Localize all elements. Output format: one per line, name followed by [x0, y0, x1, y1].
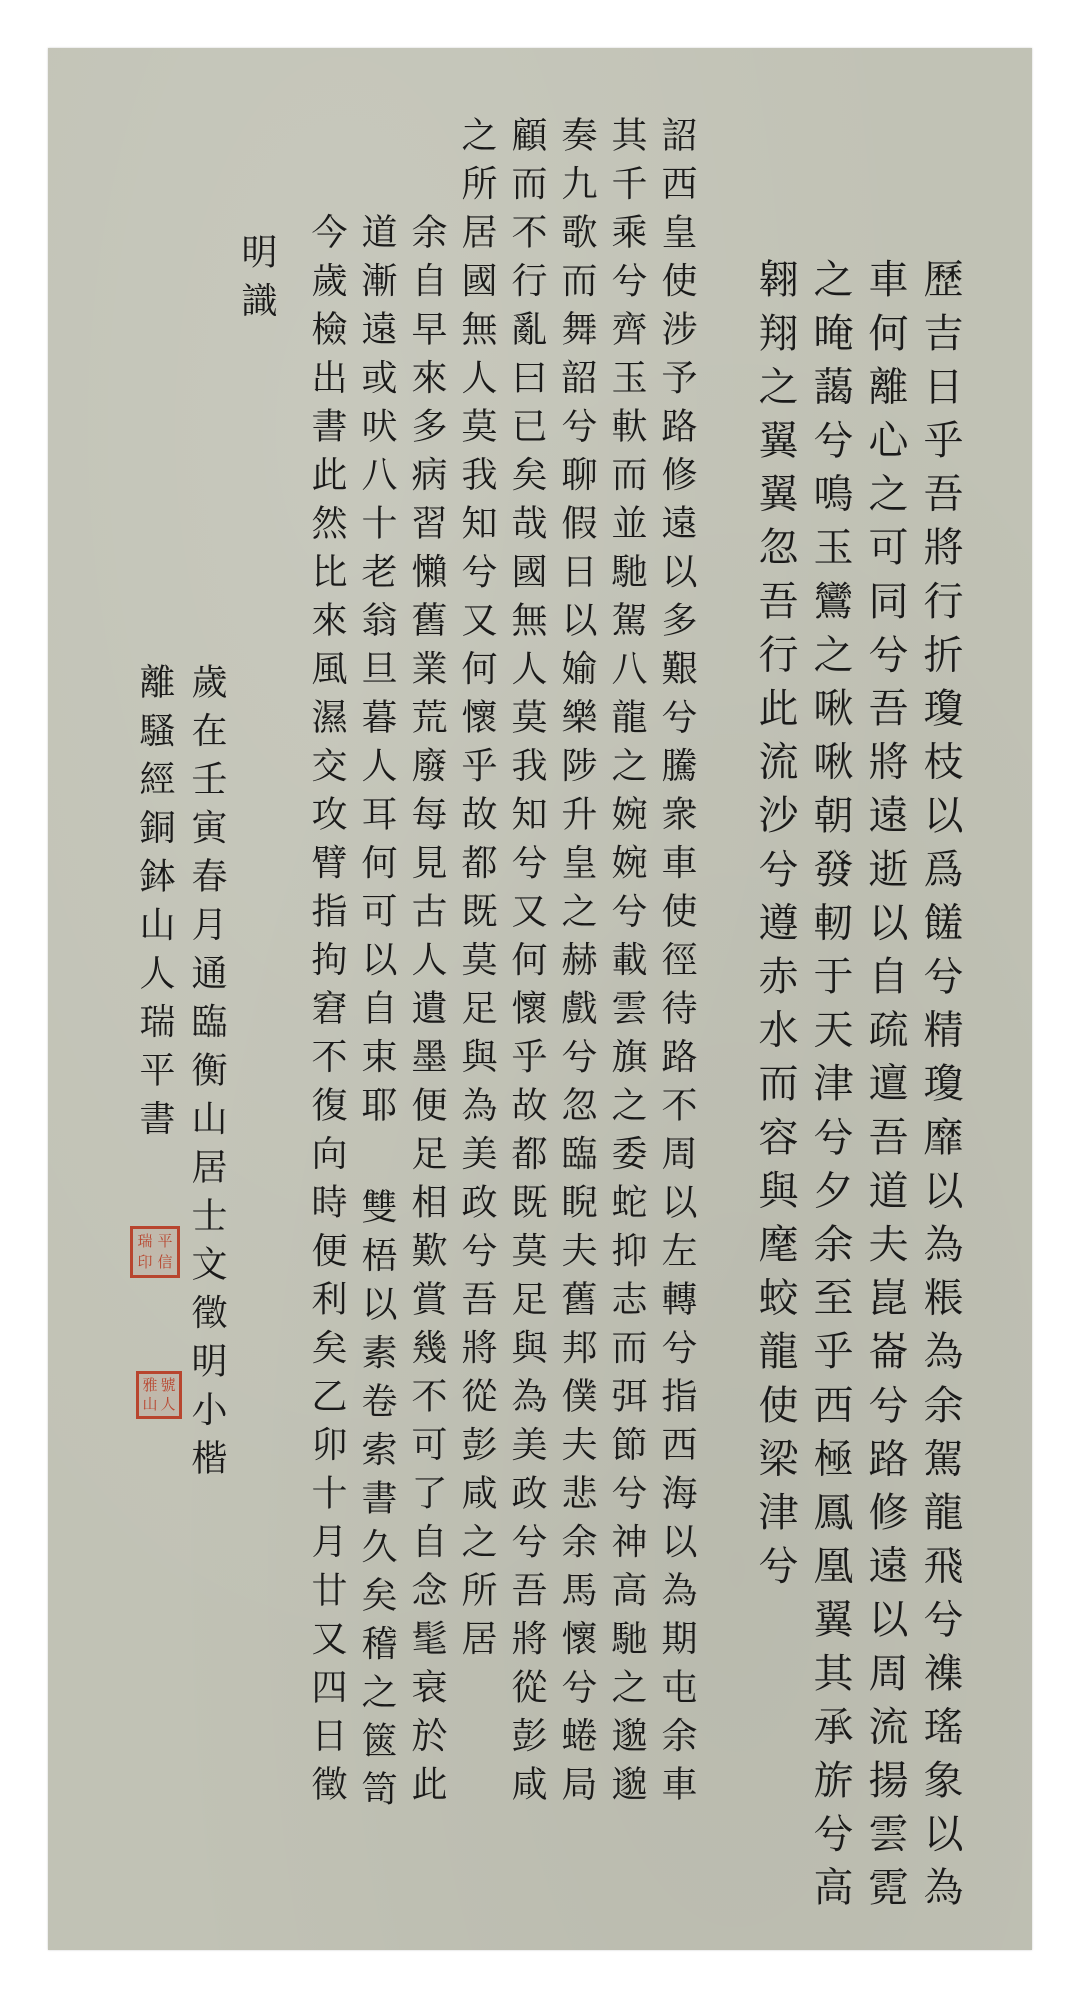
left-block-column-3: 奏九歌而舞韶兮聊假日以媮樂陟升皇之赫戲兮忽臨睨夫舊邦僕夫悲余馬懷兮蜷局 [556, 116, 597, 1814]
seal-stamp-2 [136, 1371, 182, 1419]
seal-2-char: 號 [160, 1376, 176, 1394]
left-block-column-2: 其千乘兮齊玉軑而並馳駕八龍之婉婉兮載雲旗之委蛇抑志而弭節兮神高馳之邈邈 [606, 116, 647, 1814]
seal-1-char: 信 [157, 1253, 173, 1271]
seal-stamp-1 [130, 1226, 180, 1278]
inscription-column-2: 離騷經銅鉢山人瑞平書 [134, 663, 175, 1148]
postscript-column-4: 明識 [236, 233, 277, 330]
inscription-column-1: 歲在壬寅春月通臨衡山居士文徵明小楷 [186, 663, 227, 1488]
left-block-column-1: 詔西皇使涉予路修遠以多艱兮騰衆車使徑待路不周以左轉兮指西海以為期屯余車 [656, 116, 697, 1814]
seal-2-char: 山 [142, 1395, 158, 1413]
seal-1-char: 印 [137, 1253, 153, 1271]
left-block-column-4: 顧而不行亂曰已矣哉國無人莫我知兮又何懷乎故都既莫足與為美政兮吾將從彭咸 [506, 116, 547, 1814]
right-block-column-4: 翱翔之翼翼忽吾行此流沙兮遵赤水而容與麾蛟龍使梁津兮 [752, 258, 798, 1598]
calligraphy-sheet [48, 48, 1032, 1950]
right-block-column-2: 車何離心之可同兮吾將遠逝以自疏邅吾道夫崑崙兮路修遠以周流揚雲霓 [862, 258, 908, 1920]
postscript-column-3: 今歲檢出書此然比來風濕交攻臂指拘窘不復向時便利矣乙卯十月廿又四日徵 [306, 213, 347, 1814]
postscript-column-2: 道漸遠或吠八十老翁旦暮人耳何可以自束耶 雙梧以素卷索書久矣稽之篋笥 [356, 213, 397, 1819]
seal-1-char: 瑞 [137, 1232, 153, 1250]
seal-1-char: 平 [157, 1232, 173, 1250]
right-block-column-1: 歷吉日乎吾將行折瓊枝以爲饈兮精瓊靡以為粻為余駕龍飛兮襍瑤象以為 [917, 258, 963, 1920]
seal-2-char: 雅 [142, 1376, 158, 1394]
postscript-column-1: 余自早來多病習懶舊業荒廢每見古人遺墨便足相歎賞幾不可了自念髦衰於此 [406, 213, 447, 1814]
left-block-column-5: 之所居國無人莫我知兮又何懷乎故都既莫足與為美政兮吾將從彭咸之所居 [456, 116, 497, 1668]
right-block-column-3: 之晻藹兮鳴玉鸞之啾啾朝發軔于天津兮夕余至乎西極鳳凰翼其承旂兮高 [807, 258, 853, 1920]
seal-2-char: 人 [160, 1395, 176, 1413]
